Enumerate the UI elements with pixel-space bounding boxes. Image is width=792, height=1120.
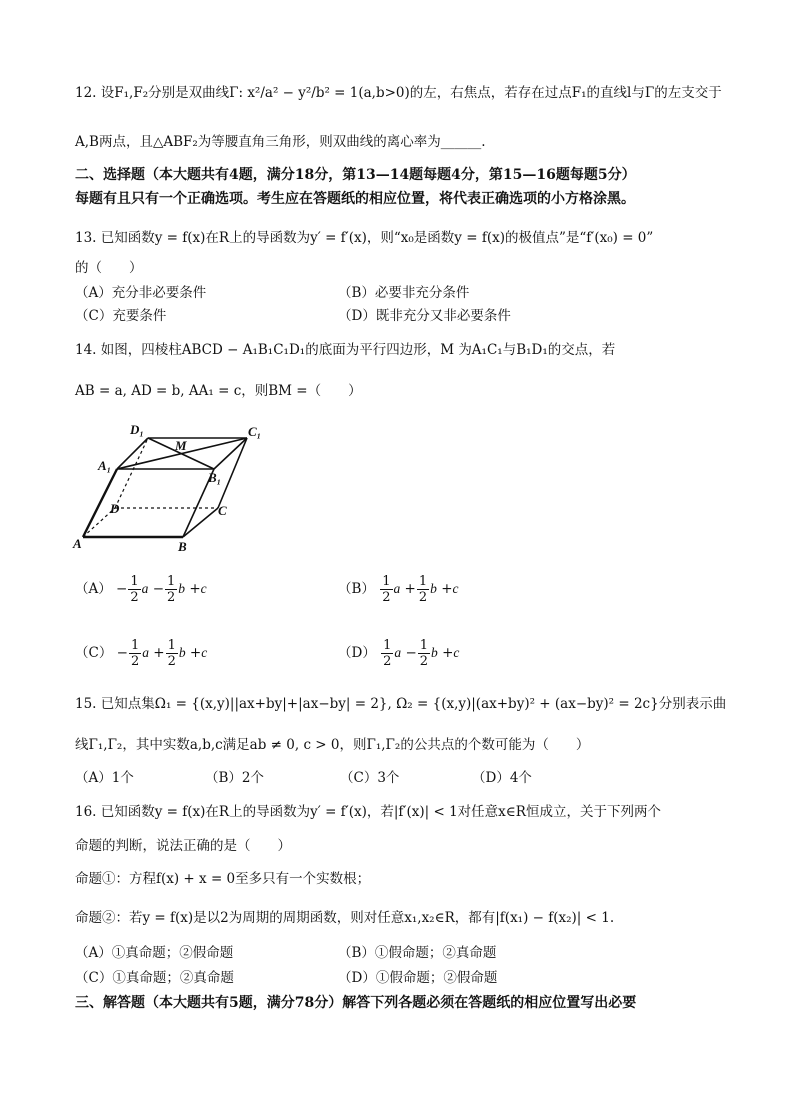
q15-option-a: （A）1个 bbox=[75, 770, 134, 786]
section2-heading: 二、选择题（本大题共有4题，满分18分，第13—14题每题4分，第15—16题每题5分） bbox=[75, 167, 636, 183]
q12-line2: A,B两点，且△ABF₂为等腰直角三角形，则双曲线的离心率为______. bbox=[75, 134, 486, 150]
section2-instructions: 每题有且只有一个正确选项。考生应在答题纸的相应位置，将代表正确选项的小方格涂黑。 bbox=[75, 191, 635, 207]
q16-option-a: （A）①真命题；②假命题 bbox=[75, 945, 234, 961]
q12-line1: 12. 设F₁,F₂分别是双曲线Γ: x²/a² − y²/b² = 1(a,b>0)的左，右焦点，若存在过点F₁的直线l与Γ的左支交于 bbox=[75, 85, 722, 101]
q14-option-b: （B） $\frac{1}{2}$ a + $\frac{1}{2}$ b +c bbox=[338, 574, 459, 605]
q16-line2: 命题的判断，说法正确的是（ ） bbox=[75, 838, 291, 854]
q15-option-c: （C）3个 bbox=[340, 770, 400, 786]
q14-line2: AB = a, AD = b, AA₁ = c，则BM =（ ） bbox=[75, 383, 362, 399]
q16-option-b: （B）①假命题；②真命题 bbox=[338, 945, 497, 961]
q13-line1: 13. 已知函数y = f(x)在R上的导函数为y′ = f′(x)，则“x₀是函数y = f(x)的极值点”是“f′(x₀) = 0” bbox=[75, 230, 654, 246]
label-d1: D₁ bbox=[130, 422, 144, 437]
q15-line2: 线Γ₁,Γ₂，其中实数a,b,c满足ab ≠ 0, c > 0，则Γ₁,Γ₂的公共点的个数可能为（ ） bbox=[75, 737, 590, 753]
q14-option-c: （C） − $\frac{1}{2}$ a + $\frac{1}{2}$ b +c bbox=[75, 638, 208, 669]
q15-line1: 15. 已知点集Ω₁ = {(x,y)||ax+by|+|ax−by| = 2}, Ω₂ = {(x,y)|(ax+by)² + (ax−by)² = 2c}分别表示曲 bbox=[75, 696, 727, 712]
q15-option-b: （B）2个 bbox=[205, 770, 265, 786]
q16-line1: 16. 已知函数y = f(x)在R上的导函数为y′ = f′(x)，若|f′(x)| < 1对任意x∈R恒成立，关于下列两个 bbox=[75, 804, 661, 820]
prism-figure bbox=[70, 420, 270, 555]
q16-prop1: 命题①：方程f(x) + x = 0至多只有一个实数根； bbox=[75, 871, 371, 887]
q14-option-a: （A） − $\frac{1}{2}$ a − $\frac{1}{2}$ b +c bbox=[75, 574, 207, 605]
q16-option-d: （D）①假命题；②假命题 bbox=[338, 970, 498, 986]
label-d: D bbox=[110, 501, 120, 516]
q16-option-c: （C）①真命题；②真命题 bbox=[75, 970, 234, 986]
label-m: M bbox=[175, 438, 187, 453]
q13-option-b: （B）必要非充分条件 bbox=[338, 285, 470, 301]
q16-prop2: 命题②：若y = f(x)是以2为周期的周期函数，则对任意x₁,x₂∈R，都有|f(x₁) − f(x₂)| < 1. bbox=[75, 910, 615, 926]
q15-option-d: （D）4个 bbox=[472, 770, 532, 786]
label-b: B bbox=[178, 539, 187, 554]
label-c1: C₁ bbox=[248, 424, 262, 439]
label-a1: A₁ bbox=[98, 458, 112, 473]
q14-option-d: （D） $\frac{1}{2}$ a − $\frac{1}{2}$ b +c bbox=[338, 638, 460, 669]
q14-line1: 14. 如图，四棱柱ABCD − A₁B₁C₁D₁的底面为平行四边形，M 为A₁C₁与B₁D₁的交点，若 bbox=[75, 342, 616, 358]
label-c: C bbox=[218, 503, 227, 518]
label-b1: B₁ bbox=[208, 470, 222, 485]
q13-option-c: （C）充要条件 bbox=[75, 308, 167, 324]
q13-line2: 的（ ） bbox=[75, 260, 143, 276]
q13-option-d: （D）既非充分又非必要条件 bbox=[338, 308, 511, 324]
label-a: A bbox=[73, 536, 82, 551]
section3-heading: 三、解答题（本大题共有5题，满分78分）解答下列各题必须在答题纸的相应位置写出必要 bbox=[75, 995, 637, 1011]
q13-option-a: （A）充分非必要条件 bbox=[75, 285, 207, 301]
